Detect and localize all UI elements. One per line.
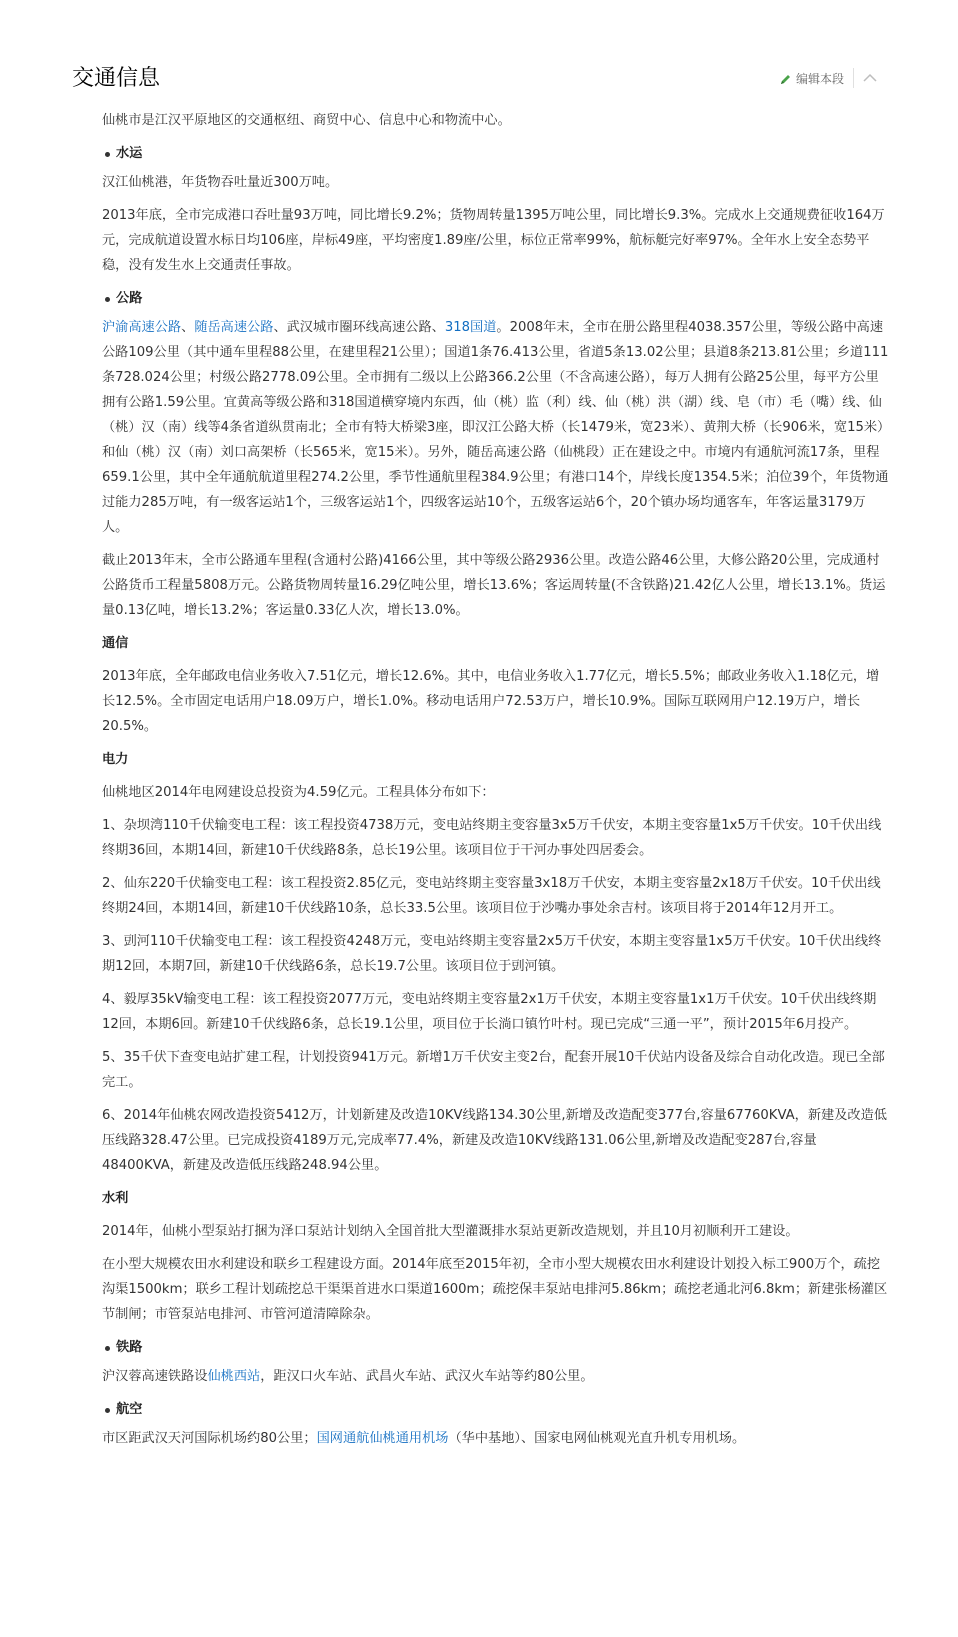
heading-air: 航空 <box>72 1397 890 1422</box>
heading-telecom: 通信 <box>102 636 129 651</box>
power-item-3: 3、剅河110千伏输变电工程：该工程投资4248万元，变电站终期主变容量2x5万千伏安，本期主变容量1x5万千伏安。10千伏出线终期12回，本期7回，新建10千伏线路6条，总长19.7公里。该项目位于剅河镇。 <box>102 934 882 974</box>
air-paragraph <box>72 1426 890 1451</box>
link-xiantao-general-airport[interactable]: 国网通航仙桃通用机场 <box>316 1431 449 1446</box>
power-intro: 仙桃地区2014年电网建设总投资为4.59亿元。工程具体分布如下： <box>102 785 495 800</box>
link-suiyue-expressway[interactable]: 随岳高速公路 <box>194 320 274 335</box>
heading-irrigation: 水利 <box>102 1191 129 1206</box>
section-header <box>72 64 892 100</box>
heading-water: 水运 <box>72 141 890 166</box>
heading-rail: 铁路 <box>72 1335 890 1360</box>
air-post: （华中基地）、国家电网仙桃观光直升机专用机场。 <box>448 1431 746 1446</box>
road-sep-1: 、 <box>181 320 195 335</box>
air-pre: 市区距武汉天河国际机场约80公里； <box>102 1431 317 1446</box>
water-paragraph-1: 汉江仙桃港，年货物吞吐量近300万吨。 <box>102 175 339 190</box>
power-item-2: 2、仙东220千伏输变电工程：该工程投资2.85亿元，变电站终期主变容量3x18万千伏安，本期主变容量2x18万千伏安。10千伏出线终期24回，本期14回，新建10千伏线路10条，总长33.5公里。该项目位于沙嘴办事处余吉村。该项目将于2014年12月开工。 <box>102 876 881 916</box>
power-item-1: 1、杂坝湾110千伏输变电工程：该工程投资4738万元，变电站终期主变容量3x5万千伏安，本期主变容量1x5万千伏安。10千伏出线终期36回，本期14回，新建10千伏线路8条，总长19公里。该项目位于干河办事处四居委会。 <box>102 818 882 858</box>
power-item-5: 5、35千伏下查变电站扩建工程，计划投资941万元。新增1万千伏安主变2台，配套开展10千伏站内设备及综合自动化改造。现已全部完工。 <box>102 1050 885 1090</box>
telecom-paragraph-1: 2013年底，全年邮政电信业务收入7.51亿元，增长12.6%。其中，电信业务收入1.77亿元，增长5.5%；邮政业务收入1.18亿元，增长12.5%。全市固定电话用户18.09万户，增长1.0%。移动电话用户72.53万户，增长10.9%。国际互联网用户12.19万户，增长20.5%。 <box>102 669 880 734</box>
intro-paragraph: 仙桃市是江汉平原地区的交通枢纽、商贸中心、信息中心和物流中心。 <box>102 113 511 128</box>
edit-section-button[interactable] <box>780 71 844 87</box>
heading-power: 电力 <box>102 752 129 767</box>
link-xiantao-west-station[interactable]: 仙桃西站 <box>207 1369 261 1384</box>
power-item-6: 6、2014年仙桃农网改造投资5412万，计划新建及改造10KV线路134.30公里,新增及改造配变377台,容量67760KVA，新建及改造低压线路328.47公里。已完成投资4189万元,完成率77.4%，新建及改造10KV线路131.06公里,新增及改造配变287台,容量48400KVA，新建及改造低压线路248.94公里。 <box>102 1108 887 1173</box>
link-318-national-road[interactable]: 318国道 <box>444 320 497 335</box>
irrigation-paragraph-1: 2014年，仙桃小型泵站打捆为泽口泵站计划纳入全国首批大型灌溉排水泵站更新改造规划，并且10月初顺利开工建设。 <box>102 1224 799 1239</box>
power-item-4: 4、毅厚35kV输变电工程：该工程投资2077万元，变电站终期主变容量2x1万千伏安，本期主变容量1x1万千伏安。10千伏出线终期12回，本期6回。新建10千伏线路6条，总长19.1公里，项目位于长淌口镇竹叶村。现已完成“三通一平”，预计2015年6月投产。 <box>102 992 877 1032</box>
heading-road: 公路 <box>72 286 890 311</box>
rail-post: ，距汉口火车站、武昌火车站、武汉火车站等约80公里。 <box>260 1369 594 1384</box>
rail-pre: 沪汉蓉高速铁路设 <box>102 1369 208 1384</box>
chevron-up-icon[interactable] <box>862 70 878 86</box>
section-title: 交通信息 <box>72 66 161 91</box>
road-paragraph-1 <box>72 315 890 540</box>
article-body <box>72 108 890 1451</box>
irrigation-paragraph-2: 在小型大规模农田水利建设和联乡工程建设方面。2014年底至2015年初，全市小型大规模农田水利建设计划投入标工900万个，疏挖沟渠1500km；联乡工程计划疏挖总干渠渠首进水口渠道1600m；疏挖保丰泵站电排河5.86km；疏挖老通北河6.8km；新建张杨灌区节制闸；市管泵站电排河、市管河道清障除杂。 <box>102 1257 888 1322</box>
edit-section-label: 编辑本段 <box>795 72 844 86</box>
road-paragraph-2: 截止2013年末，全市公路通车里程(含通村公路)4166公里，其中等级公路2936公里。改造公路46公里，大修公路20公里，完成通村公路货币工程量5808万元。公路货物周转量16.29亿吨公里，增长13.6%；客运周转量(不含铁路)21.42亿人公里，增长13.1%。货运量0.13亿吨，增长13.2%；客运量0.33亿人次，增长13.0%。 <box>102 553 886 618</box>
road-mid-text: 、武汉城市圈环线高速公路、 <box>273 320 445 335</box>
link-huyu-expressway[interactable]: 沪渝高速公路 <box>102 320 182 335</box>
header-divider <box>853 68 854 88</box>
rail-paragraph <box>72 1364 890 1389</box>
pencil-icon <box>780 73 792 85</box>
road-paragraph-1-rest: 。2008年末，全市在册公路里程4038.357公里，等级公路中高速公路109公里（其中通车里程88公里，在建里程21公里）；国道1条76.413公里，省道5条13.02公里；县道8条213.81公里；乡道111条728.024公里；村级公路2778.09公里。全市拥有二级以上公路366.2公里（不含高速公路），每万人拥有公路25公里，每平方公里拥有公路1.59公里。宜黄高等级公路和318国道横穿境内东西，仙（桃）监（利）线、仙（桃）洪（湖）线、皂（市）毛（嘴）线、仙（桃）汉（南）线等4条省道纵贯南北；全市有特大桥梁3座，即汉江公路大桥（长1479米，宽23米）、黄荆大桥（长906米，宽15米）和仙（桃）汉（南）刘口高架桥（长565米，宽15米）。另外，随岳高速公路（仙桃段）正在建设之中。市境内有通航河流17条，里程659.1公里，其中全年通航航道里程274.2公里，季节性通航里程384.9公里；有港口14个，岸线长度1354.5米；泊位39个，年货物通过能力285万吨，有一级客运站1个，三级客运站1个，四级客运站10个，五级客运站6个，20个镇办场均通客车，年客运量3179万人。 <box>102 320 889 535</box>
water-paragraph-2: 2013年底，全市完成港口吞吐量93万吨，同比增长9.2%；货物周转量1395万吨公里，同比增长9.3%。完成水上交通规费征收164万元，完成航道设置水标日均106座，岸标49座，平均密度1.89座/公里，标位正常率99%，航标艇完好率97%。全年水上安全态势平稳，没有发生水上交通责任事故。 <box>102 208 885 273</box>
